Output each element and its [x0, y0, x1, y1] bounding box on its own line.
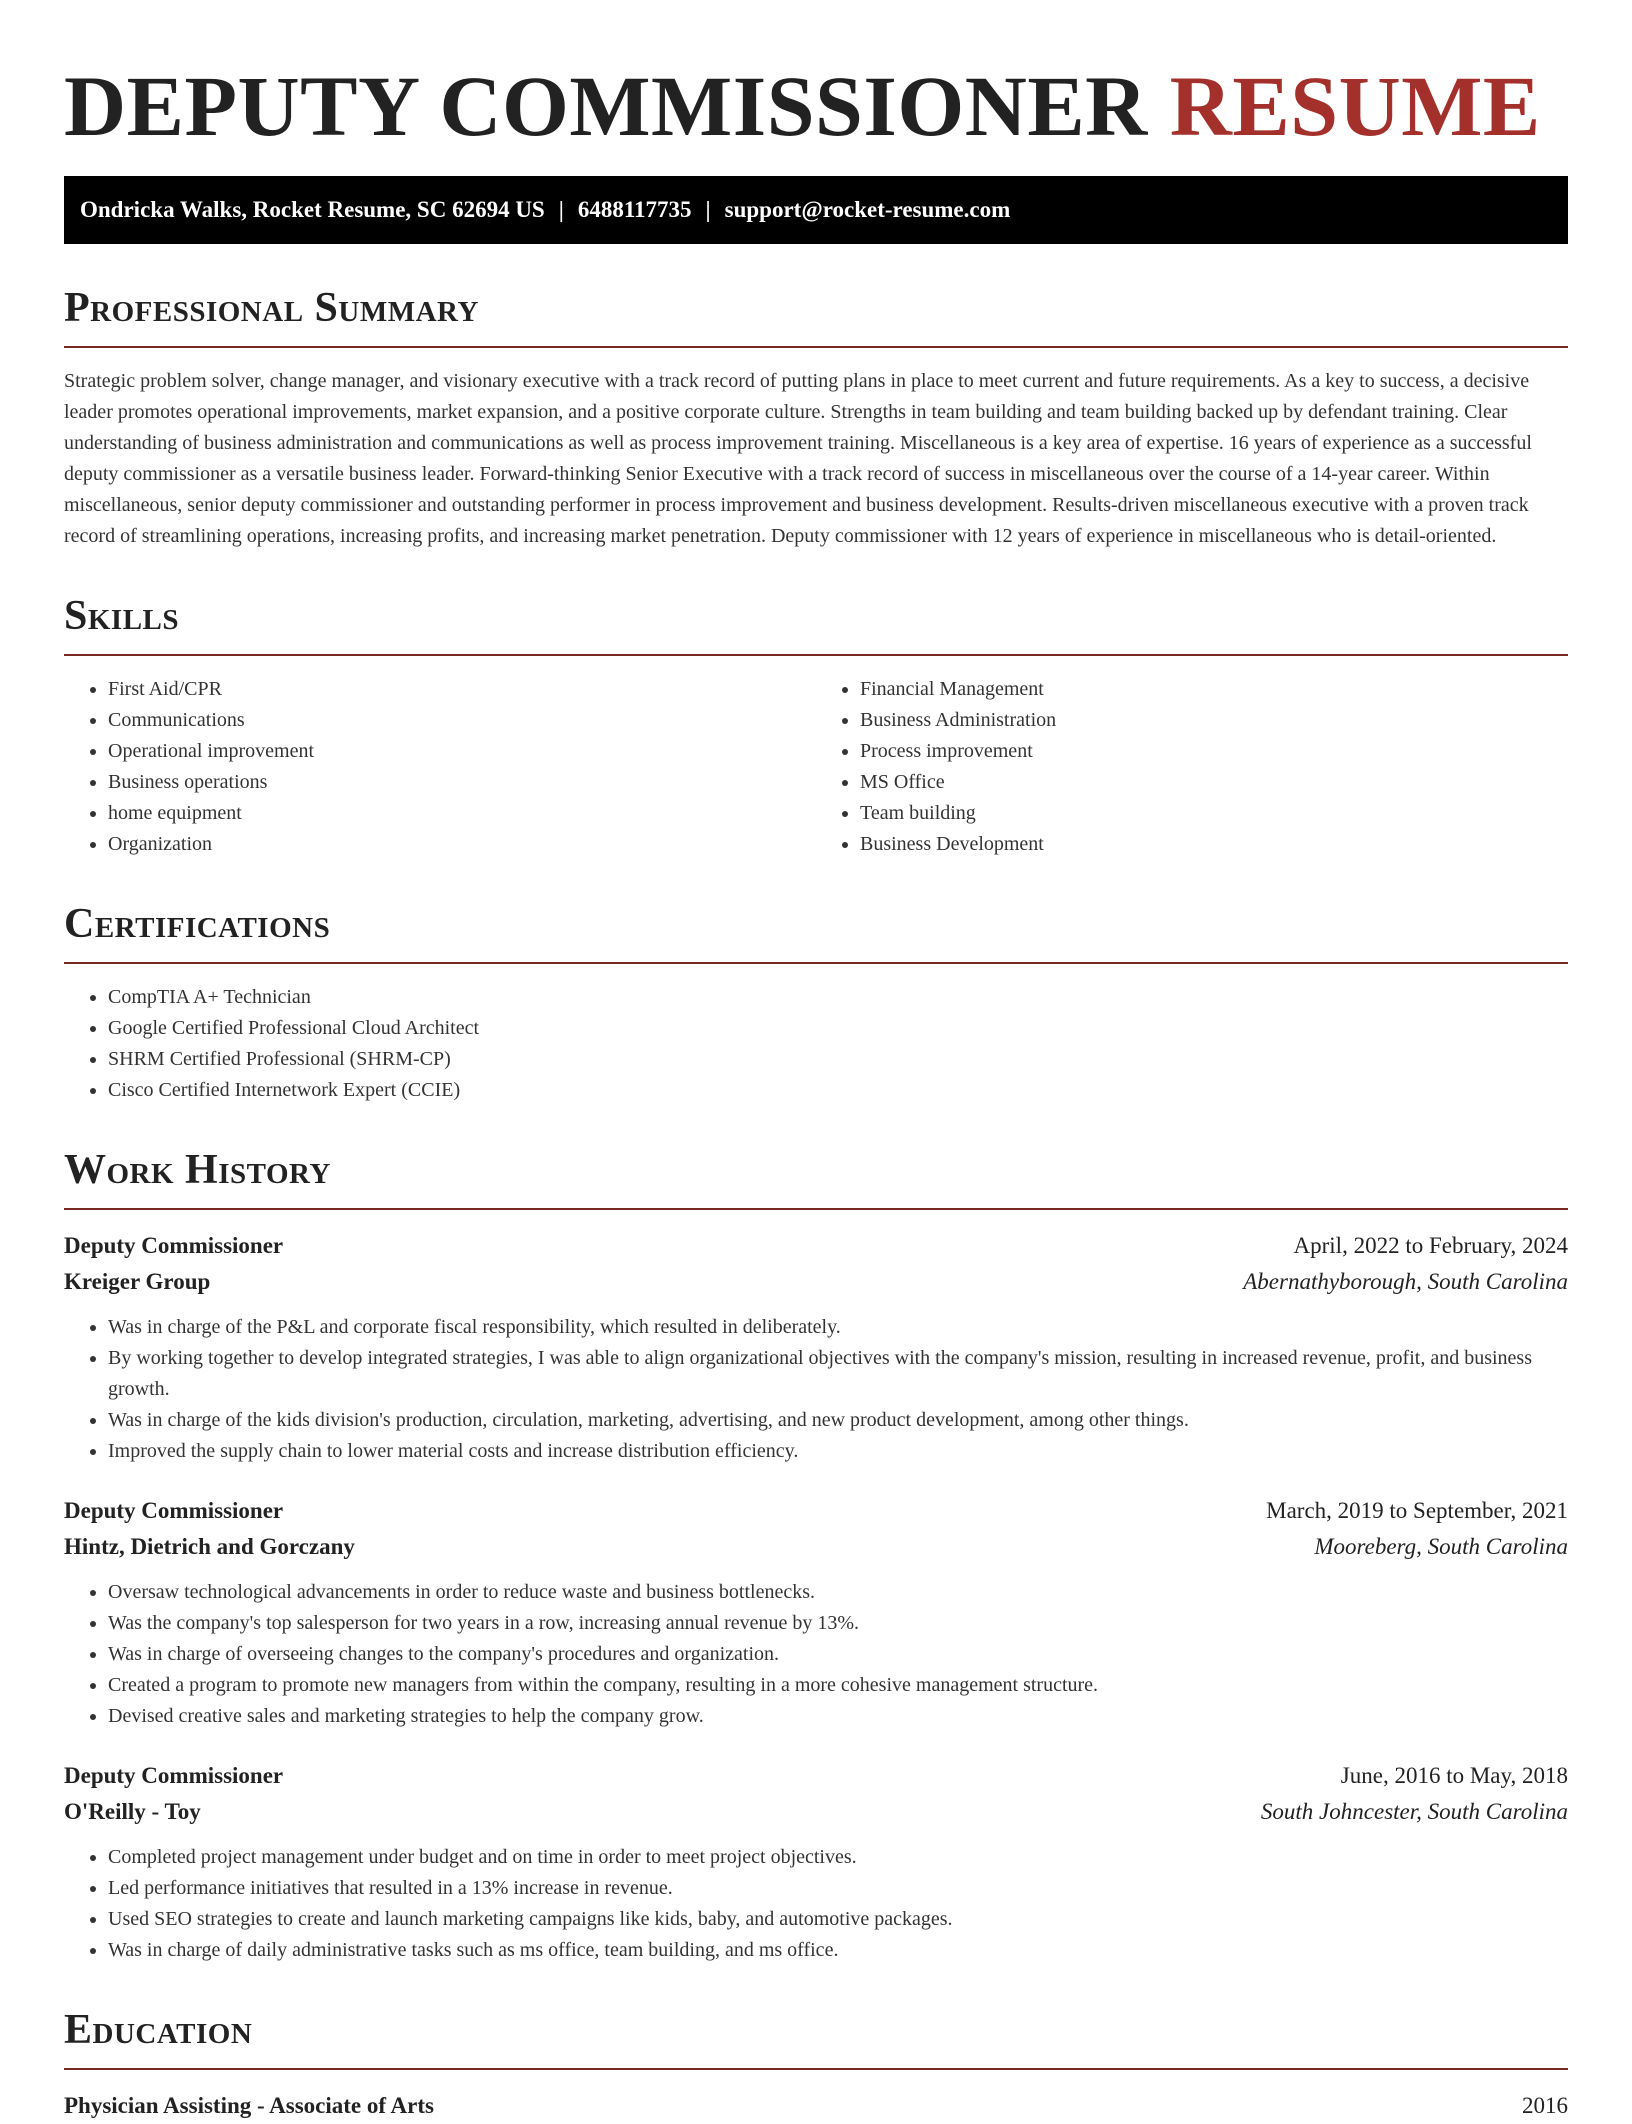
job-dates: April, 2022 to February, 2024	[1293, 1233, 1568, 1258]
education-year: 2016	[1522, 2093, 1568, 2118]
job-dates: March, 2019 to September, 2021	[1266, 1498, 1568, 1523]
education-degree: Physician Assisting - Associate of Arts	[64, 2093, 434, 2118]
education-entry	[64, 2088, 1568, 2124]
section-divider	[64, 1208, 1568, 1210]
certifications-section	[64, 900, 1568, 1106]
job-bullet: • Was the company's top salesperson for two years in a row, increasing annual revenue by 13%.	[108, 1608, 1568, 1639]
job-bullet: • By working together to develop integrated strategies, I was able to align organizational objectives with the company's mission, resulting in increased revenue, profit, and business growth.	[108, 1343, 1568, 1405]
job-location: Abernathyborough, South Carolina	[1243, 1269, 1568, 1294]
skill-item: • Business Development	[860, 829, 1568, 860]
job-bullet: • Oversaw technological advancements in order to reduce waste and business bottlenecks.	[108, 1577, 1568, 1608]
section-heading: Work History	[64, 1147, 331, 1193]
job-title: Deputy Commissioner	[64, 1498, 284, 1523]
job-bullet: • Devised creative sales and marketing strategies to help the company grow.	[108, 1701, 1568, 1732]
job-company: Hintz, Dietrich and Gorczany	[64, 1534, 355, 1559]
section-heading: Professional Summary	[64, 285, 479, 331]
job-bullets	[64, 1577, 1568, 1732]
section-heading: Skills	[64, 593, 180, 639]
section-divider	[64, 654, 1568, 656]
skill-item: • Organization	[108, 829, 816, 860]
contact-phone: 6488117735	[577, 197, 692, 222]
skills-list-right	[816, 674, 1568, 860]
certification-item: • Google Certified Professional Cloud Architect	[108, 1013, 1568, 1044]
job-bullets	[64, 1312, 1568, 1467]
certifications-list	[64, 982, 1568, 1106]
job-bullet: • Was in charge of overseeing changes to the company's procedures and organization.	[108, 1639, 1568, 1670]
job-bullet: • Completed project management under budget and on time in order to meet project objectives.	[108, 1842, 1568, 1873]
job-entry	[64, 1758, 1568, 1966]
job-bullet: • Used SEO strategies to create and launch marketing campaigns like kids, baby, and automotive packages.	[108, 1904, 1568, 1935]
job-entry	[64, 1493, 1568, 1732]
job-bullet: • Was in charge of daily administrative tasks such as ms office, team building, and ms office.	[108, 1935, 1568, 1966]
contact-email: support@rocket-resume.com	[724, 197, 1011, 222]
skills-grid	[64, 674, 1568, 860]
certification-item: • CompTIA A+ Technician	[108, 982, 1568, 1013]
skill-item: • Operational improvement	[108, 736, 816, 767]
contact-address: Ondricka Walks, Rocket Resume, SC 62694 US	[80, 197, 545, 222]
job-company: Kreiger Group	[64, 1269, 211, 1294]
job-bullet: • Was in charge of the P&L and corporate fiscal responsibility, which resulted in deliberately.	[108, 1312, 1568, 1343]
summary-text: Strategic problem solver, change manager, and visionary executive with a track record of putting plans in place to meet current and future requirements. As a key to success, a decisive leader promotes operational improvements, market expansion, and a positive corporate culture. Strengths in team building and team building backed up by defendant training. Clear understanding of business administration and communications as well as process improvement training. Miscellaneous is a key area of expertise. 16 years of experience as a successful deputy commissioner as a versatile business leader. Forward-thinking Senior Executive with a track record of success in miscellaneous over the course of a 14-year career. Within miscellaneous, senior deputy commissioner and outstanding performer in process improvement and business development. Results-driven miscellaneous executive with a proven track record of streamlining operations, increasing profits, and increasing market penetration. Deputy commissioner with 12 years of experience in miscellaneous who is detail-oriented.	[64, 370, 1532, 547]
title-accent: RESUME	[1169, 58, 1541, 154]
skill-item: • First Aid/CPR	[108, 674, 816, 705]
section-divider	[64, 2068, 1568, 2070]
job-bullet: • Improved the supply chain to lower material costs and increase distribution efficiency.	[108, 1436, 1568, 1467]
skills-section	[64, 592, 1568, 860]
section-heading: Education	[64, 2007, 253, 2053]
summary-section	[64, 284, 1568, 552]
section-divider	[64, 962, 1568, 964]
skill-item: • home equipment	[108, 798, 816, 829]
job-location: South Johncester, South Carolina	[1260, 1799, 1568, 1824]
work-history-section	[64, 1146, 1568, 1966]
skill-item: • Financial Management	[860, 674, 1568, 705]
title-main: DEPUTY COMMISSIONER	[64, 58, 1148, 154]
section-heading: Certifications	[64, 901, 331, 947]
skills-list-left	[64, 674, 816, 860]
job-bullets	[64, 1842, 1568, 1966]
job-company: O'Reilly - Toy	[64, 1799, 201, 1824]
job-entry	[64, 1228, 1568, 1467]
job-dates: June, 2016 to May, 2018	[1340, 1763, 1568, 1788]
section-divider	[64, 346, 1568, 348]
certification-item: • Cisco Certified Internetwork Expert (CCIE)	[108, 1075, 1568, 1106]
skill-item: • MS Office	[860, 767, 1568, 798]
skill-item: • Business operations	[108, 767, 816, 798]
contact-bar	[64, 176, 1568, 244]
job-bullet: • Created a program to promote new managers from within the company, resulting in a more cohesive management structure.	[108, 1670, 1568, 1701]
job-title: Deputy Commissioner	[64, 1233, 284, 1258]
skill-item: • Business Administration	[860, 705, 1568, 736]
job-title: Deputy Commissioner	[64, 1763, 284, 1788]
skill-item: • Communications	[108, 705, 816, 736]
contact-separator: |	[705, 197, 711, 222]
contact-separator: |	[558, 197, 564, 222]
skill-item: • Process improvement	[860, 736, 1568, 767]
education-section	[64, 2006, 1568, 2124]
skill-item: • Team building	[860, 798, 1568, 829]
job-bullet: • Led performance initiatives that resulted in a 13% increase in revenue.	[108, 1873, 1568, 1904]
certification-item: • SHRM Certified Professional (SHRM-CP)	[108, 1044, 1568, 1075]
job-location: Mooreberg, South Carolina	[1314, 1534, 1568, 1559]
job-bullet: • Was in charge of the kids division's production, circulation, marketing, advertising, and new product development, among other things.	[108, 1405, 1568, 1436]
resume-title	[64, 56, 1568, 156]
